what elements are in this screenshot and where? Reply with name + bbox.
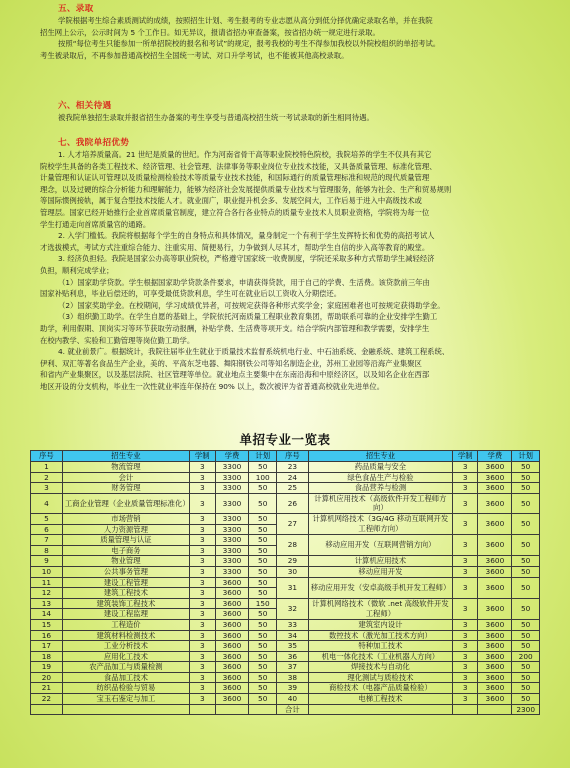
cell-duration: 3 — [453, 662, 478, 673]
cell-tuition: 3600 — [478, 662, 512, 673]
cell-tuition: 3600 — [478, 641, 512, 652]
cell-duration: 3 — [453, 598, 478, 619]
cell-plan: 50 — [512, 683, 540, 694]
cell-major — [308, 704, 452, 715]
text-line: 地区开设的分支机构，毕业生一次性就业率连年保持在 90% 以上，数次被评为省普通高校就业先进单位。 — [40, 381, 385, 391]
cell-index: 26 — [276, 493, 308, 513]
cell-index: 33 — [276, 619, 308, 630]
cell-tuition: 3600 — [478, 694, 512, 705]
table-row — [31, 577, 540, 588]
cell-tuition: 3600 — [215, 577, 249, 588]
cell-duration: 3 — [190, 641, 215, 652]
cell-duration: 3 — [190, 566, 215, 577]
cell-major: 宝玉石鉴定与加工 — [62, 694, 189, 705]
cell-duration: 3 — [453, 472, 478, 483]
cell-plan: 50 — [512, 472, 540, 483]
text-line: 助学，利用假期、顶岗实习等环节获取劳动报酬，补贴学费、生活费等项开支。结合学院内部管理和教学需要，安排学生 — [40, 323, 430, 333]
cell-index: 19 — [31, 662, 63, 673]
cell-tuition: 3300 — [215, 556, 249, 567]
cell-tuition: 3600 — [215, 619, 249, 630]
cell-tuition: 3300 — [215, 566, 249, 577]
text-line: 3. 经济负担轻。我院是国家公办高等职业院校，严格遵守国家统一收费制度，学院还采取多种方式帮助学生减轻经济 — [58, 254, 435, 264]
cell-index: 23 — [276, 462, 308, 473]
cell-index: 15 — [31, 619, 63, 630]
text-line: （1）国家助学贷款。学生根据国家助学贷款条件要求，申请获得贷款，用于自己的学费、生活费。该贷款前三年由 — [58, 277, 430, 287]
cell-major: 药品质量与安全 — [308, 462, 452, 473]
cell-index: 28 — [276, 535, 308, 556]
cell-plan: 50 — [512, 662, 540, 673]
text-line: 在校内教学、实验和工勤管理等岗位勤工助学。 — [40, 335, 195, 345]
cell-duration: 3 — [190, 513, 215, 524]
cell-index: 10 — [31, 566, 63, 577]
empty-cell — [190, 704, 215, 715]
empty-cell — [249, 704, 277, 715]
header-plan: 计划 — [249, 451, 277, 462]
cell-major: 应用化工技术 — [62, 651, 189, 662]
text-line: （2）国家奖助学金。在校期间，学习成绩优异者，可按规定获得各种形式奖学金；家庭困难者也可按规定获得助学金。 — [58, 300, 445, 310]
cell-index: 8 — [31, 545, 63, 556]
cell-plan: 50 — [249, 535, 277, 546]
cell-plan: 50 — [249, 609, 277, 620]
cell-tuition: 3300 — [215, 535, 249, 546]
cell-index: 合计 — [276, 704, 308, 715]
cell-tuition: 3600 — [478, 513, 512, 534]
cell-tuition: 3300 — [215, 524, 249, 535]
text-line: 学生打通走向首席质量官的通路。 — [40, 219, 151, 229]
cell-plan: 50 — [249, 694, 277, 705]
cell-major: 工商企业管理（企业质量管理标准化） — [62, 493, 189, 513]
table-row — [31, 535, 540, 546]
cell-index: 3 — [31, 483, 63, 494]
empty-cell — [31, 704, 63, 715]
cell-major: 机电一体化技术（工业机器人方向） — [308, 651, 452, 662]
cell-duration: 3 — [190, 694, 215, 705]
cell-duration: 3 — [453, 566, 478, 577]
cell-major: 建筑材料检测技术 — [62, 630, 189, 641]
cell-major: 特种加工技术 — [308, 641, 452, 652]
cell-duration: 3 — [190, 588, 215, 599]
cell-tuition: 3600 — [478, 556, 512, 567]
cell-index: 14 — [31, 609, 63, 620]
cell-major: 食品营养与检测 — [308, 483, 452, 494]
header-tuition: 学费 — [215, 451, 249, 462]
cell-duration: 3 — [190, 462, 215, 473]
cell-plan: 50 — [512, 694, 540, 705]
cell-plan: 200 — [512, 651, 540, 662]
cell-plan: 50 — [512, 641, 540, 652]
text-line: 被我院单独招生录取并报省招生办备案的考生享受与普通高校招生统一考试录取的新生相同待遇。 — [58, 113, 374, 122]
section-heading: 六、相关待遇 — [58, 101, 112, 111]
cell-tuition: 3600 — [478, 630, 512, 641]
cell-plan: 50 — [512, 672, 540, 683]
text-line: 负担，顺利完成学业； — [40, 265, 114, 275]
cell-duration: 3 — [190, 672, 215, 683]
cell-plan: 50 — [512, 619, 540, 630]
section-body — [58, 112, 538, 124]
cell-duration: 3 — [190, 545, 215, 556]
cell-index: 12 — [31, 588, 63, 599]
cell-index: 18 — [31, 651, 63, 662]
cell-major: 物业管理 — [62, 556, 189, 567]
cell-major: 计算机应用技术 — [308, 556, 452, 567]
cell-major: 焊接技术与自动化 — [308, 662, 452, 673]
cell-major: 数控技术（激光加工技术方向） — [308, 630, 452, 641]
cell-duration: 3 — [190, 483, 215, 494]
cell-major: 质量管理与认证 — [62, 535, 189, 546]
cell-plan: 100 — [249, 472, 277, 483]
cell-tuition: 3600 — [215, 683, 249, 694]
cell-major: 商检技术（电器产品质量检验） — [308, 683, 452, 694]
text-line: 2. 入学门槛低。我院将根据每个学生的自身特点和具体情况，量身制定一个有利于学生发挥特长和优势的高招考试人 — [58, 231, 435, 241]
cell-tuition: 3600 — [478, 535, 512, 556]
cell-tuition: 3600 — [478, 462, 512, 473]
header-plan: 计划 — [512, 451, 540, 462]
cell-tuition: 3600 — [478, 577, 512, 598]
cell-plan: 50 — [249, 672, 277, 683]
cell-tuition: 3600 — [215, 694, 249, 705]
cell-duration: 3 — [190, 577, 215, 588]
cell-duration: 3 — [453, 462, 478, 473]
text-line: 理念，以及过硬的综合分析能力和理解能力，能够为经济社会发展提供质量专业技术与管理服务，能够为社会、生产和贸易规则 — [40, 184, 452, 194]
cell-major: 移动应用开发 — [308, 566, 452, 577]
table-row — [31, 641, 540, 652]
cell-tuition: 3600 — [215, 588, 249, 599]
cell-index: 2 — [31, 472, 63, 483]
cell-major: 建筑工程技术 — [62, 588, 189, 599]
cell-tuition: 3600 — [478, 651, 512, 662]
cell-tuition: 3300 — [215, 483, 249, 494]
cell-plan: 50 — [512, 483, 540, 494]
cell-duration: 3 — [190, 472, 215, 483]
cell-tuition: 3600 — [215, 651, 249, 662]
cell-plan: 50 — [512, 462, 540, 473]
cell-major: 工程造价 — [62, 619, 189, 630]
cell-index: 11 — [31, 577, 63, 588]
cell-tuition: 3600 — [215, 641, 249, 652]
table-row — [31, 672, 540, 683]
cell-index: 25 — [276, 483, 308, 494]
cell-index: 38 — [276, 672, 308, 683]
cell-plan: 50 — [249, 524, 277, 535]
cell-index: 20 — [31, 672, 63, 683]
cell-major: 计算机网络技术（微软 .net 高级软件开发工程师） — [308, 598, 452, 619]
text-line: 伊利、双汇等著名食品生产企业，美的、平高东芝电器、舞阳钢铁公司等知名制造企业，苏州工业园等沿海产业集聚区 — [40, 358, 422, 368]
cell-major: 人力资源管理 — [62, 524, 189, 535]
cell-index: 27 — [276, 513, 308, 534]
cell-duration: 3 — [453, 630, 478, 641]
cell-plan: 50 — [512, 556, 540, 567]
cell-tuition: 3300 — [215, 545, 249, 556]
table-row — [31, 683, 540, 694]
table-row — [31, 630, 540, 641]
cell-tuition: 3600 — [215, 630, 249, 641]
cell-duration: 3 — [190, 524, 215, 535]
cell-duration: 3 — [190, 609, 215, 620]
cell-index: 39 — [276, 683, 308, 694]
cell-plan: 50 — [249, 556, 277, 567]
cell-index: 40 — [276, 694, 308, 705]
cell-tuition: 3600 — [478, 683, 512, 694]
cell-plan: 50 — [249, 662, 277, 673]
table-row — [31, 462, 540, 473]
cell-plan: 50 — [512, 566, 540, 577]
cell-duration: 3 — [453, 493, 478, 513]
cell-plan: 50 — [512, 598, 540, 619]
cell-tuition: 3600 — [215, 672, 249, 683]
cell-major: 理化测试与质检技术 — [308, 672, 452, 683]
table-row — [31, 566, 540, 577]
header-duration: 学制 — [453, 451, 478, 462]
cell-index: 9 — [31, 556, 63, 567]
text-line: 等国际惯例接轨，属于复合型技术技能人才。就业面广，职业提升机会多、发展空间大，工作后易于进入中高级技术或 — [40, 196, 422, 206]
cell-major: 建筑室内设计 — [308, 619, 452, 630]
cell-plan: 50 — [249, 545, 277, 556]
cell-plan: 50 — [512, 630, 540, 641]
cell-major: 计算机应用技术（高级软件开发工程师方向） — [308, 493, 452, 513]
cell-duration: 3 — [190, 651, 215, 662]
cell-major: 物流管理 — [62, 462, 189, 473]
cell-duration: 3 — [453, 641, 478, 652]
cell-plan: 50 — [512, 535, 540, 556]
table-row — [31, 472, 540, 483]
text-line: 才选拔模式，考试方式注重综合能力、注重实用、简便易行，力争做到人尽其才，帮助学生自信的步入高等教育的殿堂。 — [40, 242, 430, 252]
cell-plan: 50 — [249, 619, 277, 630]
cell-duration: 3 — [190, 662, 215, 673]
cell-major: 电梯工程技术 — [308, 694, 452, 705]
cell-index: 1 — [31, 462, 63, 473]
cell-plan: 50 — [249, 651, 277, 662]
header-duration: 学制 — [190, 451, 215, 462]
cell-plan: 50 — [249, 493, 277, 513]
cell-tuition — [478, 704, 512, 715]
section-body — [40, 149, 540, 392]
text-line: 4. 就业前景广。根据统计，我院往届毕业生就业于质量技术监督系统机电行业、中石油系统、金融系统、建筑工程系统、 — [58, 347, 450, 357]
cell-major: 市场营销 — [62, 513, 189, 524]
table-row — [31, 694, 540, 705]
cell-tuition: 3600 — [478, 566, 512, 577]
cell-duration: 3 — [453, 672, 478, 683]
table-header-row — [31, 451, 540, 462]
cell-plan: 50 — [249, 588, 277, 599]
cell-duration: 3 — [453, 556, 478, 567]
cell-tuition: 3300 — [215, 462, 249, 473]
cell-duration: 3 — [453, 577, 478, 598]
cell-duration: 3 — [190, 493, 215, 513]
section-heading: 五、录取 — [58, 4, 94, 14]
text-line: 计量管理和认证认可管理以及质量检测检验技术等质量专业技术技能，和国际通行的质量管理标准和规范的现代质量管理 — [40, 173, 430, 183]
cell-major: 建设工程管理 — [62, 577, 189, 588]
text-line: 和省内产业集聚区，以及基层法院、社区管理等单位。就业地点主要集中在东南沿海和中原经济区，以及知名企业在西部 — [40, 370, 430, 380]
cell-plan: 50 — [512, 513, 540, 534]
cell-major: 农产品加工与质量检测 — [62, 662, 189, 673]
table-title: 单招专业一览表 — [239, 432, 331, 447]
cell-plan: 50 — [249, 462, 277, 473]
cell-index: 21 — [31, 683, 63, 694]
header-tuition: 学费 — [478, 451, 512, 462]
cell-index: 30 — [276, 566, 308, 577]
text-line: 招生网上公示，公示时间为 5 个工作日。如无异议，报请省招办审查备案，按省招办统一规定进行录取。 — [40, 27, 380, 37]
cell-tuition: 3600 — [215, 662, 249, 673]
cell-index: 7 — [31, 535, 63, 546]
cell-duration: 3 — [453, 651, 478, 662]
cell-tuition: 3300 — [215, 493, 249, 513]
table-row — [31, 493, 540, 513]
text-line: （3）组织勤工助学。在学生自愿的基础上，学院依托河南质量工程职业教育集团，帮助联系可靠的企业安排学生勤工 — [58, 312, 438, 322]
cell-major: 绿色食品生产与检验 — [308, 472, 452, 483]
cell-duration: 3 — [453, 694, 478, 705]
cell-duration: 3 — [190, 535, 215, 546]
text-line: 按照“每位考生只能参加一所单招院校的报名和考试”的规定，报考我校的考生不得参加我校以外院校组织的单招考试。 — [58, 39, 441, 49]
cell-index: 31 — [276, 577, 308, 598]
header-major: 招生专业 — [308, 451, 452, 462]
table-row — [31, 556, 540, 567]
cell-major: 移动应用开发（安卓高级手机开发工程师） — [308, 577, 452, 598]
cell-index: 24 — [276, 472, 308, 483]
cell-plan: 50 — [249, 683, 277, 694]
cell-tuition: 3600 — [478, 483, 512, 494]
cell-duration: 3 — [190, 556, 215, 567]
cell-plan: 2300 — [512, 704, 540, 715]
cell-duration: 3 — [190, 683, 215, 694]
cell-index: 34 — [276, 630, 308, 641]
text-line: 管理层。国家已经开始推行企业首席质量官制度，建立符合各行各业特点的质量专业技术人员职业资格，学院将为每一位 — [40, 207, 430, 217]
cell-tuition: 3600 — [478, 472, 512, 483]
cell-plan: 50 — [512, 493, 540, 513]
cell-major: 纺织品检验与贸易 — [62, 683, 189, 694]
text-line: 学院根据考生综合素质测试的成绩，按照招生计划、考生报考的专业志愿从高分到低分择优确定录取名单，并在我院 — [58, 16, 433, 25]
section-heading: 七、我院单招优势 — [58, 138, 130, 148]
cell-tuition: 3300 — [215, 472, 249, 483]
table-row — [31, 662, 540, 673]
text-line: 1. 人才培养质量高。21 世纪是质量的世纪。作为河南省骨干高等职业院校特色院校，我院培养的学生不仅具有其它 — [58, 150, 432, 159]
cell-plan: 50 — [249, 566, 277, 577]
table-row — [31, 513, 540, 524]
header-major: 招生专业 — [62, 451, 189, 462]
empty-cell — [215, 704, 249, 715]
cell-tuition: 3600 — [478, 493, 512, 513]
cell-duration: 3 — [190, 630, 215, 641]
cell-tuition: 3600 — [478, 598, 512, 619]
cell-plan: 50 — [512, 577, 540, 598]
table-row — [31, 598, 540, 609]
cell-major: 财务管理 — [62, 483, 189, 494]
cell-plan: 50 — [249, 630, 277, 641]
cell-index: 36 — [276, 651, 308, 662]
cell-index: 13 — [31, 598, 63, 609]
cell-major: 建设工程监理 — [62, 609, 189, 620]
cell-index: 29 — [276, 556, 308, 567]
cell-major: 公共事务管理 — [62, 566, 189, 577]
cell-index: 5 — [31, 513, 63, 524]
header-index: 序号 — [31, 451, 63, 462]
table-row — [31, 619, 540, 630]
majors-table — [30, 450, 540, 715]
cell-index: 32 — [276, 598, 308, 619]
empty-cell — [62, 704, 189, 715]
cell-duration — [453, 704, 478, 715]
cell-major: 建筑装饰工程技术 — [62, 598, 189, 609]
cell-index: 17 — [31, 641, 63, 652]
table-row — [31, 704, 540, 715]
cell-major: 会计 — [62, 472, 189, 483]
text-line: 院校学生具备的各类工程技术、经济管理、社会管理、法律事务等职业岗位专业技术技能，又具备质量管理、标准化管理、 — [40, 161, 437, 171]
cell-major: 移动应用开发（互联网营销方向） — [308, 535, 452, 556]
text-line: 国家补贴利息，毕业后偿还的，可享受最低贷款利息，学生可在就业后以工资收入分期偿还。 — [40, 289, 342, 299]
header-index: 序号 — [276, 451, 308, 462]
cell-major: 电子商务 — [62, 545, 189, 556]
cell-tuition: 3600 — [215, 609, 249, 620]
cell-index: 35 — [276, 641, 308, 652]
cell-duration: 3 — [453, 619, 478, 630]
cell-plan: 50 — [249, 577, 277, 588]
section-body — [40, 15, 540, 61]
cell-index: 37 — [276, 662, 308, 673]
cell-duration: 3 — [190, 598, 215, 609]
cell-major: 食品加工技术 — [62, 672, 189, 683]
cell-duration: 3 — [190, 619, 215, 630]
cell-major: 工业分析技术 — [62, 641, 189, 652]
cell-plan: 50 — [249, 513, 277, 524]
cell-index: 4 — [31, 493, 63, 513]
cell-index: 22 — [31, 694, 63, 705]
cell-duration: 3 — [453, 683, 478, 694]
cell-plan: 50 — [249, 483, 277, 494]
cell-duration: 3 — [453, 483, 478, 494]
cell-tuition: 3600 — [215, 598, 249, 609]
cell-tuition: 3300 — [215, 513, 249, 524]
cell-tuition: 3600 — [478, 619, 512, 630]
cell-tuition: 3600 — [478, 672, 512, 683]
cell-index: 16 — [31, 630, 63, 641]
cell-duration: 3 — [453, 513, 478, 534]
table-row — [31, 483, 540, 494]
cell-duration: 3 — [453, 535, 478, 556]
cell-plan: 50 — [249, 641, 277, 652]
cell-plan: 150 — [249, 598, 277, 609]
table-row — [31, 651, 540, 662]
cell-index: 6 — [31, 524, 63, 535]
cell-major: 计算机网络技术（3G/4G 移动互联网开发工程师方向） — [308, 513, 452, 534]
text-line: 考生被录取后，不再参加普通高校招生全国统一考试、对口升学考试，也不能被其他高校录取。 — [40, 50, 349, 60]
